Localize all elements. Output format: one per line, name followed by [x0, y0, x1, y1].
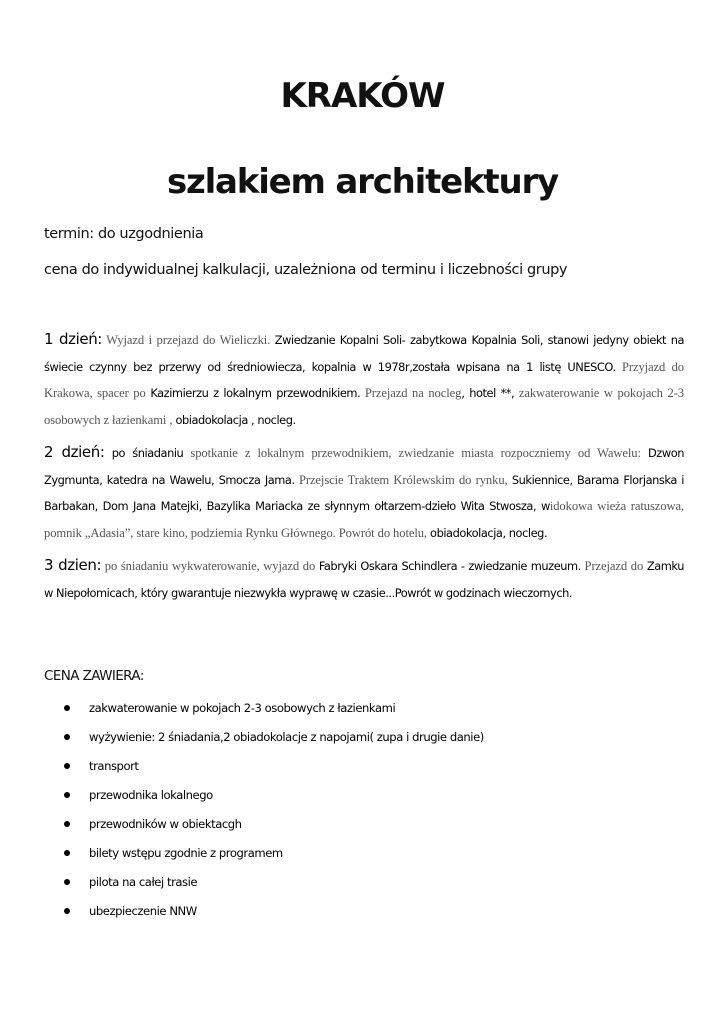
day-3: 3 dzien: po śniadaniu wykwaterowanie, wyjazd do Fabryki Oskara Schindlera - zwiedzanie muzeum. Przejazd do Zamku w Niepołomicach, który gwarantuje niezwykła wyprawę w czasie...Powrót w godzinach wieczornych.	[44, 556, 684, 600]
day-1-label: 1 dzień:	[44, 330, 102, 348]
price-line: cena do indywidualnej kalkulacji, uzależniona od terminu i liczebności grupy	[44, 262, 568, 278]
day-2-label: 2 dzień:	[44, 443, 105, 461]
list-item: przewodników w obiektacgh	[60, 810, 484, 839]
list-item: bilety wstępu zgodnie z programem	[60, 839, 484, 868]
list-item: wyżywienie: 2 śniadania,2 obiadokolacje z napojami( zupa i drugie danie)	[60, 723, 484, 752]
page-subtitle: szlakiem architektury	[166, 162, 559, 202]
itinerary	[44, 326, 684, 612]
list-item: ubezpieczenie NNW	[60, 897, 484, 926]
list-item: zakwaterowanie w pokojach 2-3 osobowych z łazienkami	[60, 694, 484, 723]
includes-list	[60, 694, 484, 926]
list-item: przewodnika lokalnego	[60, 781, 484, 810]
bullet-icon	[64, 821, 70, 827]
day-3-label: 3 dzien:	[44, 556, 102, 574]
page-title: KRAKÓW	[280, 76, 445, 116]
term-line: termin: do uzgodnienia	[44, 226, 204, 242]
includes-heading: CENA ZAWIERA:	[44, 668, 144, 684]
list-item: transport	[60, 752, 484, 781]
bullet-icon	[64, 908, 70, 914]
bullet-icon	[64, 705, 70, 711]
bullet-icon	[64, 879, 70, 885]
day-2: 2 dzień: po śniadaniu spotkanie z lokalnym przewodnikiem, zwiedzanie miasta rozpoczniemy od Wawelu: Dzwon Zygmunta, katedra na Wawelu, Smocza Jama. Przejscie Traktem Królewskim do rynku, Sukiennice, Barama Florjanska i Barbakan, Dom Jana Matejki, Bazylika Mariacka ze słynnym ołtarzem-dzieło Wita Stwosza, widokowa wieża ratuszowa, pomnik „Adasia”, stare kino, podziemia Rynku Głównego. Powrót do hotelu, obiadokolacja, nocleg.	[44, 443, 684, 540]
day-1: 1 dzień: Wyjazd i przejazd do Wieliczki. Zwiedzanie Kopalni Soli- zabytkowa Kopalnia Soli, stanowi jedyny obiekt na świecie czynny bez przerwy od średniowiecza, kopalnia w 1978r,została wpisana na 1 listę UNESCO. Przyjazd do Krakowa, spacer po Kazimierzu z lokalnym przewodnikiem. Przejazd na nocleg, hotel **, zakwaterowanie w pokojach 2-3 osobowych z łazienkami , obiadokolacja , nocleg.	[44, 330, 684, 427]
bullet-icon	[64, 850, 70, 856]
bullet-icon	[64, 792, 70, 798]
bullet-icon	[64, 734, 70, 740]
bullet-icon	[64, 763, 70, 769]
list-item: pilota na całej trasie	[60, 868, 484, 897]
